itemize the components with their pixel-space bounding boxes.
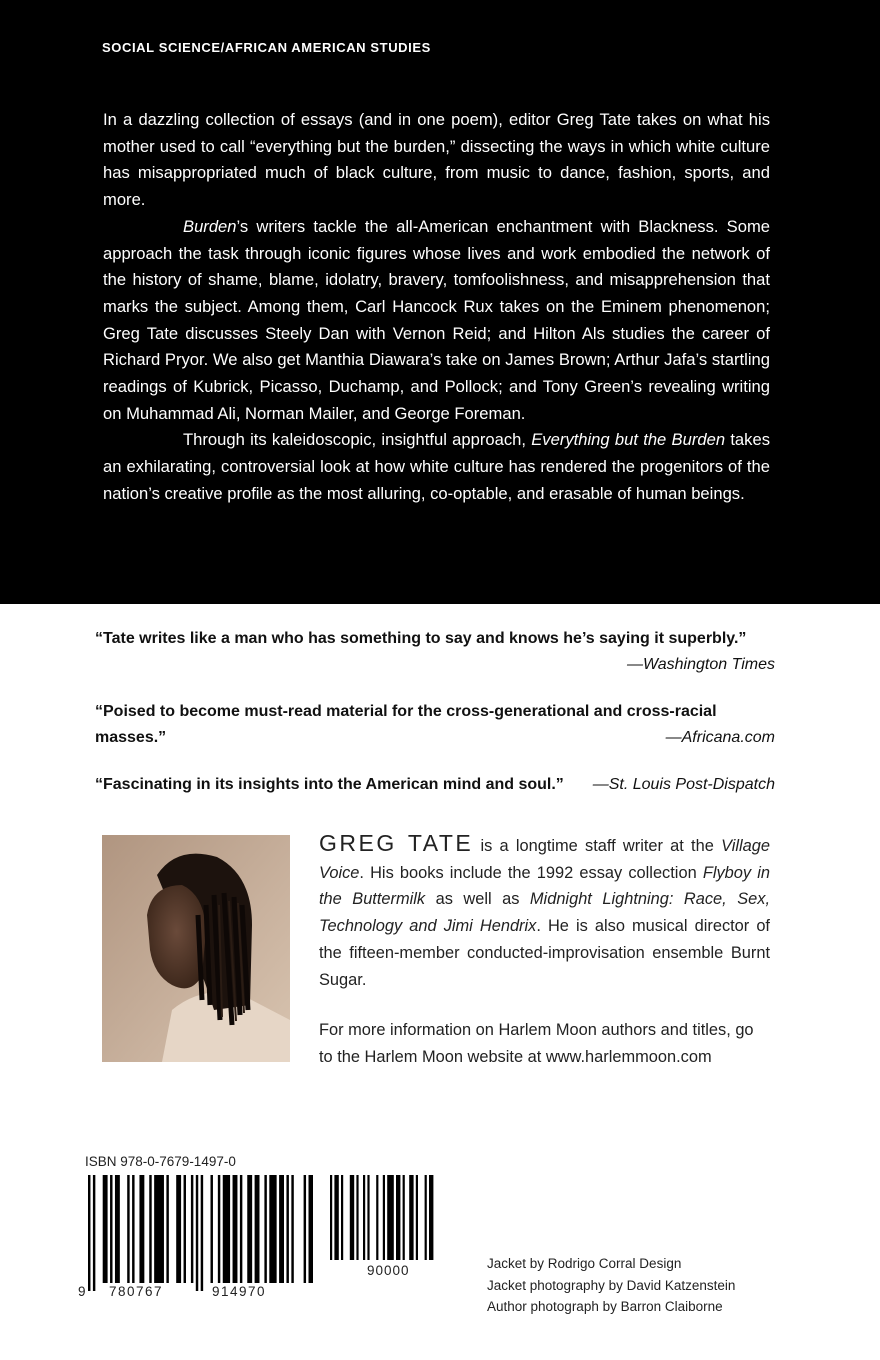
barcode-bar	[403, 1175, 405, 1260]
bio-title: Midnight Lightning: Race, Sex, Technology and Jimi Hendrix	[319, 890, 770, 936]
isbn-barcode	[88, 1175, 313, 1293]
quote-source: —St. Louis Post-Dispatch	[592, 776, 775, 793]
barcode-bar	[341, 1175, 343, 1260]
barcode-bar	[350, 1175, 354, 1260]
quote-source: —Africana.com	[665, 729, 775, 746]
credit-line: Author photograph by Barron Claiborne	[487, 1299, 723, 1314]
barcode-bar	[191, 1175, 193, 1283]
author-portrait-image	[102, 835, 290, 1062]
credits	[487, 1253, 735, 1318]
quote-source: —Washington Times	[626, 656, 775, 673]
barcode-bar	[139, 1175, 144, 1283]
category-label: SOCIAL SCIENCE/AFRICAN AMERICAN STUDIES	[102, 40, 431, 55]
barcode-bar	[211, 1175, 213, 1283]
barcode-bar	[409, 1175, 413, 1260]
barcode-bar	[176, 1175, 181, 1283]
barcode-bar	[309, 1175, 314, 1283]
barcode-bar	[154, 1175, 164, 1283]
bio-title: Flyboy in the Buttermilk	[319, 863, 770, 909]
barcode-bar	[279, 1175, 284, 1283]
author-name: GREG TATE	[319, 830, 474, 856]
barcode-bar	[196, 1175, 198, 1291]
book-title-short: Burden	[183, 216, 237, 236]
barcode-bar	[356, 1175, 358, 1260]
quote-text: “Tate writes like a man who has something to say and knows he’s saying it superbly.”	[95, 630, 747, 647]
barcode-bar	[387, 1175, 394, 1260]
barcode-bar	[184, 1175, 186, 1283]
barcode-bar	[88, 1175, 90, 1291]
barcode-bar	[334, 1175, 338, 1260]
author-bio	[319, 830, 770, 993]
bio-text: . He is also musical director of the fifteen-member conducted-improvisation ensemble Burnt Sugar.	[319, 917, 770, 989]
barcode-bar	[110, 1175, 112, 1283]
barcode-bar	[93, 1175, 95, 1291]
barcode-bar	[286, 1175, 288, 1283]
barcode-bar	[240, 1175, 242, 1283]
barcode-bar	[247, 1175, 252, 1283]
barcode-addon-digits: 90000	[367, 1263, 410, 1278]
bio-text: as well as	[425, 890, 530, 909]
barcode-bar	[115, 1175, 120, 1283]
barcode-bar	[396, 1175, 400, 1260]
blurb-paragraph-3-lead: Through its kaleidoscopic, insightful approach,	[183, 430, 532, 450]
publisher-info: For more information on Harlem Moon authors and titles, go to the Harlem Moon website at www.harlemmoon.com	[319, 1021, 754, 1066]
barcode-bar	[269, 1175, 276, 1283]
blurb-paragraph-3-text: takes an exhilarating, controversial look at how white culture has rendered the progenitors of the nation’s creative profile as the most alluring, co-optable, and erasable of human beings.	[103, 430, 770, 503]
book-title: Everything but the Burden	[531, 430, 726, 450]
barcode-left-digits: 780767	[109, 1284, 164, 1299]
barcode-bar	[149, 1175, 151, 1283]
blurb-text	[103, 107, 770, 508]
blurb-panel	[0, 0, 880, 604]
quote-text: “Poised to become must-read material for the cross-generational and cross-racial masses.”	[95, 703, 717, 746]
blurb-paragraph-1: In a dazzling collection of essays (and in one poem), editor Greg Tate takes on what his mother used to call “everything but the burden,” dissecting the ways in which white culture has misappropriated much of black culture, from music to dance, fashion, sports, and more.	[103, 110, 770, 210]
barcode-bar	[201, 1175, 203, 1291]
barcode-bar	[223, 1175, 230, 1283]
bio-text: . His books include the 1992 essay collection	[359, 863, 703, 882]
barcode-bar	[376, 1175, 378, 1260]
quote-text: “Fascinating in its insights into the American mind and soul.”	[95, 776, 564, 793]
barcode-lead-digit: 9	[78, 1284, 86, 1299]
barcode-bar	[255, 1175, 260, 1283]
author-photo	[102, 835, 290, 1062]
blurb-paragraph-2-text: ’s writers tackle the all-American enchantment with Blackness. Some approach the task through iconic figures whose lives and work embodied the network of the history of shame, blame, idolatry, bravery, tomfoolishness, and misapprehension that marks the subject. Among them, Carl Hancock Rux takes on the Eminem phenomenon; Greg Tate discusses Steely Dan with Vernon Reid; and Hilton Als studies the career of Richard Pryor. We also get Manthia Diawara’s take on James Brown; Arthur Jafa’s startling readings of Kubrick, Picasso, Duchamp, and Pollock; and Tony Green’s revealing writing on Muhammad Ali, Norman Mailer, and George Foreman.	[103, 216, 770, 423]
credit-line: Jacket photography by David Katzenstein	[487, 1277, 736, 1293]
review-quote	[95, 626, 775, 678]
barcode-bar	[127, 1175, 129, 1283]
barcode-bar	[383, 1175, 385, 1260]
credit-line: Jacket by Rodrigo Corral Design	[487, 1256, 682, 1271]
barcode-bar	[416, 1175, 418, 1260]
barcode-bar	[425, 1175, 427, 1260]
barcode-bar	[304, 1175, 306, 1283]
bio-text: is a longtime staff writer at the	[473, 837, 722, 855]
barcode-bar	[367, 1175, 369, 1260]
barcode-bar	[264, 1175, 266, 1283]
barcode-bar	[132, 1175, 134, 1283]
barcode-bar	[363, 1175, 365, 1260]
bio-title: Village Voice	[319, 837, 770, 882]
review-quote	[95, 699, 775, 751]
barcode-bar	[291, 1175, 293, 1283]
barcode-right-digits: 914970	[212, 1284, 267, 1299]
barcode-bar	[429, 1175, 433, 1260]
isbn-label: ISBN 978-0-7679-1497-0	[85, 1154, 236, 1169]
price-barcode	[330, 1175, 442, 1260]
barcode-bar	[330, 1175, 332, 1260]
barcode-bar	[103, 1175, 108, 1283]
barcode-bar	[233, 1175, 238, 1283]
blurb-paragraph-3	[103, 427, 770, 507]
barcode-bar	[166, 1175, 168, 1283]
blurb-paragraph-2	[103, 214, 770, 428]
barcode-bar	[218, 1175, 220, 1283]
review-quote	[95, 772, 775, 798]
